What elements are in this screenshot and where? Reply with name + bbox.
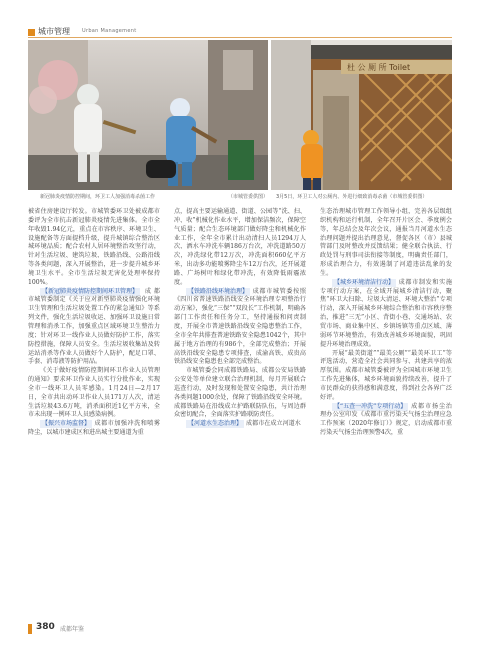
section-heading: 【城乡环境清洁行动】	[334, 278, 395, 286]
paragraph: 被省住房建设厅转发。市城管委环卫处被成都市委评为全市抗击新冠肺炎疫情先进集体。全市全年收毁1.94亿元，重点在市容秩序、环境卫生、设施配备等方面提档升级，提升城镇综合整治区城环境品质；配合农村人居环境整治攻坚行动，针对生活垃圾、建筑垃圾、铁路沿线、公路沿线等各类问题，深入开展整治，进一步提升城乡环境卫生水平。全市生活垃圾无害化处理率保持100%。	[28, 208, 160, 286]
section-heading: 【铁路沿线环境治理】	[188, 287, 249, 295]
paragraph: 【振兴市场监督】 成都市加强冲洗和喷雾降尘，以城市建成区和进出城主要通道为重	[28, 420, 160, 437]
caption-text: 新冠肺炎疫情防控期间，环卫工人加强消毒杀菌工作	[40, 194, 156, 200]
photo-caption-left	[40, 193, 268, 201]
paragraph: 市城管委会同成都铁路局、成都公安局铁路公安处等单位建立联合治理机制，每月开展联合巡查行动，及时发现和处置安全隐患，共计治理各类问题1000余处，保障了铁路沿线安全环境。成都铁路局在沿线成立护路联防队伍，与周边群众密切配合，全面落实护路联防责任。	[174, 367, 306, 419]
paragraph: 【城乡环境清洁行动】 成都市制发和实施专项行动方案，在全域开展城乡清洁行动，聚焦“环卫大扫除、垃圾大清运、环境大整治”专项行动，深入开展城乡环境综合整治和市容秩序整治，推进“三无”小区、背街小巷、交通场站、农贸市场、商业集中区、乡镇场镇等重点区域、薄弱环节环境整治，有效改善城乡环境面貌，巩固提升环境治理成效。	[320, 278, 452, 348]
paragraph: 【铁路沿线环境治理】 成都市城管委按照《四川省普速铁路沿线安全环境治理专项整治行动方案》，强化“三保”“双段长”工作机制，明确各部门工作责任和任务分工，坚持通报和问责制度，开展全市普速铁路沿线安全隐患整治工作，全市全年共排查普速铁路安全隐患1042个，其中属于地方治理的有986个，全部完成整治；开展高铁沿线安全隐患专项排查，成渝高铁、成贵高铁沿线安全隐患也全部完成整治。	[174, 287, 306, 366]
paragraph: 生态治理城市管理工作领导小组，完善各层级组织机构和运行机制，全年召开片区会、季度例会等，年总结会及年次会议，通报当月河道水生态治理问题并提出治理意见，督促各区（市）县城管部门及时整改并反馈结果；健全联合执法、行政处罚与刑事司法衔接等制度，明确责任部门，形成治理合力，有效遏制了河道违法乱象的发生。	[320, 208, 452, 277]
photo-caption-right	[276, 193, 452, 201]
paragraph: 《关于做好疫情防控期间环卫作业人员管理的通知》要求环卫作业人员实行分批作业，实现全市一线环卫人员零感染。1月24日—2月17日，全市共出动环卫作业人员171万人次，清运生活垃圾43.6万吨，消杀面积近1亿平方米，全市未出现一例环卫人员感染病例。	[28, 367, 160, 419]
section-marker	[28, 29, 35, 36]
paragraph: 【“五查一冲洗”专项行动】 成都市扬尘治理办公室印发《成都市重污染天气扬尘治理应急工作预案（2020年修订）》规定，启动成都市重污染天气扬尘治理预警4次，重	[320, 402, 452, 437]
text-column-3	[320, 208, 452, 438]
caption-text: 3月5日，环卫工人对公厕内、外进行细致消毒杀菌（市城管委供图）	[276, 194, 428, 200]
publication-name: 成都年鉴	[60, 626, 85, 633]
section-heading: 【“五查一冲洗”专项行动】	[334, 402, 407, 410]
caption-source: （市城管委供图）	[227, 194, 268, 200]
header-rule	[28, 37, 452, 38]
page-footer	[0, 618, 480, 651]
section-heading: 【河道水生态治理】	[188, 420, 243, 428]
photo-public-toilet	[271, 40, 452, 190]
paragraph: 点，提高主要运输通道、街道、公园等“洗、扫、冲、收”机械化作业水平，增加保洁频次，保障空气质量；配合生态环境部门做好降尘和机械化作业工作，全年全市累计出动清扫人员1294万人次、洒水车冲洗车辆186万台次，冲洗道路50万次，冲洗绿化带12万次，冲洗面积660亿平方米，出动多功能喷雾降尘车12万台次，还开展道路、广场树叶和绿化带冲洗，有效降低雨霾浓度。	[174, 208, 306, 286]
page-header	[0, 0, 480, 40]
text-column-2	[174, 208, 306, 429]
paragraph: 【河道水生态治理】 成都市在成立河道水	[188, 420, 301, 428]
photo-disinfection-workers	[28, 40, 268, 190]
section-heading: 【振兴市场监督】	[42, 420, 91, 428]
section-title: 城市管理	[38, 27, 70, 36]
footer-marker	[28, 624, 32, 634]
section-title-en: Urban Management	[82, 28, 137, 34]
paragraph: 开展“最美街道”“最美公厕”“最美环卫工”等评选活动，营造全社会共同参与、共建共享的浓厚氛围。成都市城管委被评为全国城市环境卫生工作先进集体，城乡环境面貌持续改善，提升了市民群众的获得感和满意度，得到社会各界广泛好评。	[320, 349, 452, 401]
paragraph: 【新冠肺炎疫情防控期间环卫管理】 成都市城管委制定《关于应对新型肺炎疫情强化环境卫生管理和生活垃圾处置工作的紧急通知》等系列文件，强化生活垃圾收运、加强环卫设施日常管理和消杀工作，加强重点区域环境卫生整治力度；针对环卫一线作业人员做好防护工作，落实防控措施，保障人员安全。生活垃圾收集站及转运站消杀等作业人员做好个人防护，配足口罩、手套、消毒液等防护用品。	[28, 287, 160, 366]
section-heading: 【新冠肺炎疫情防控期间环卫管理】	[42, 287, 139, 295]
toilet-sign-text: 杜 公 厕 所 Toilet	[347, 63, 411, 72]
page-number: 380	[36, 622, 55, 632]
text-column-1	[28, 208, 160, 438]
